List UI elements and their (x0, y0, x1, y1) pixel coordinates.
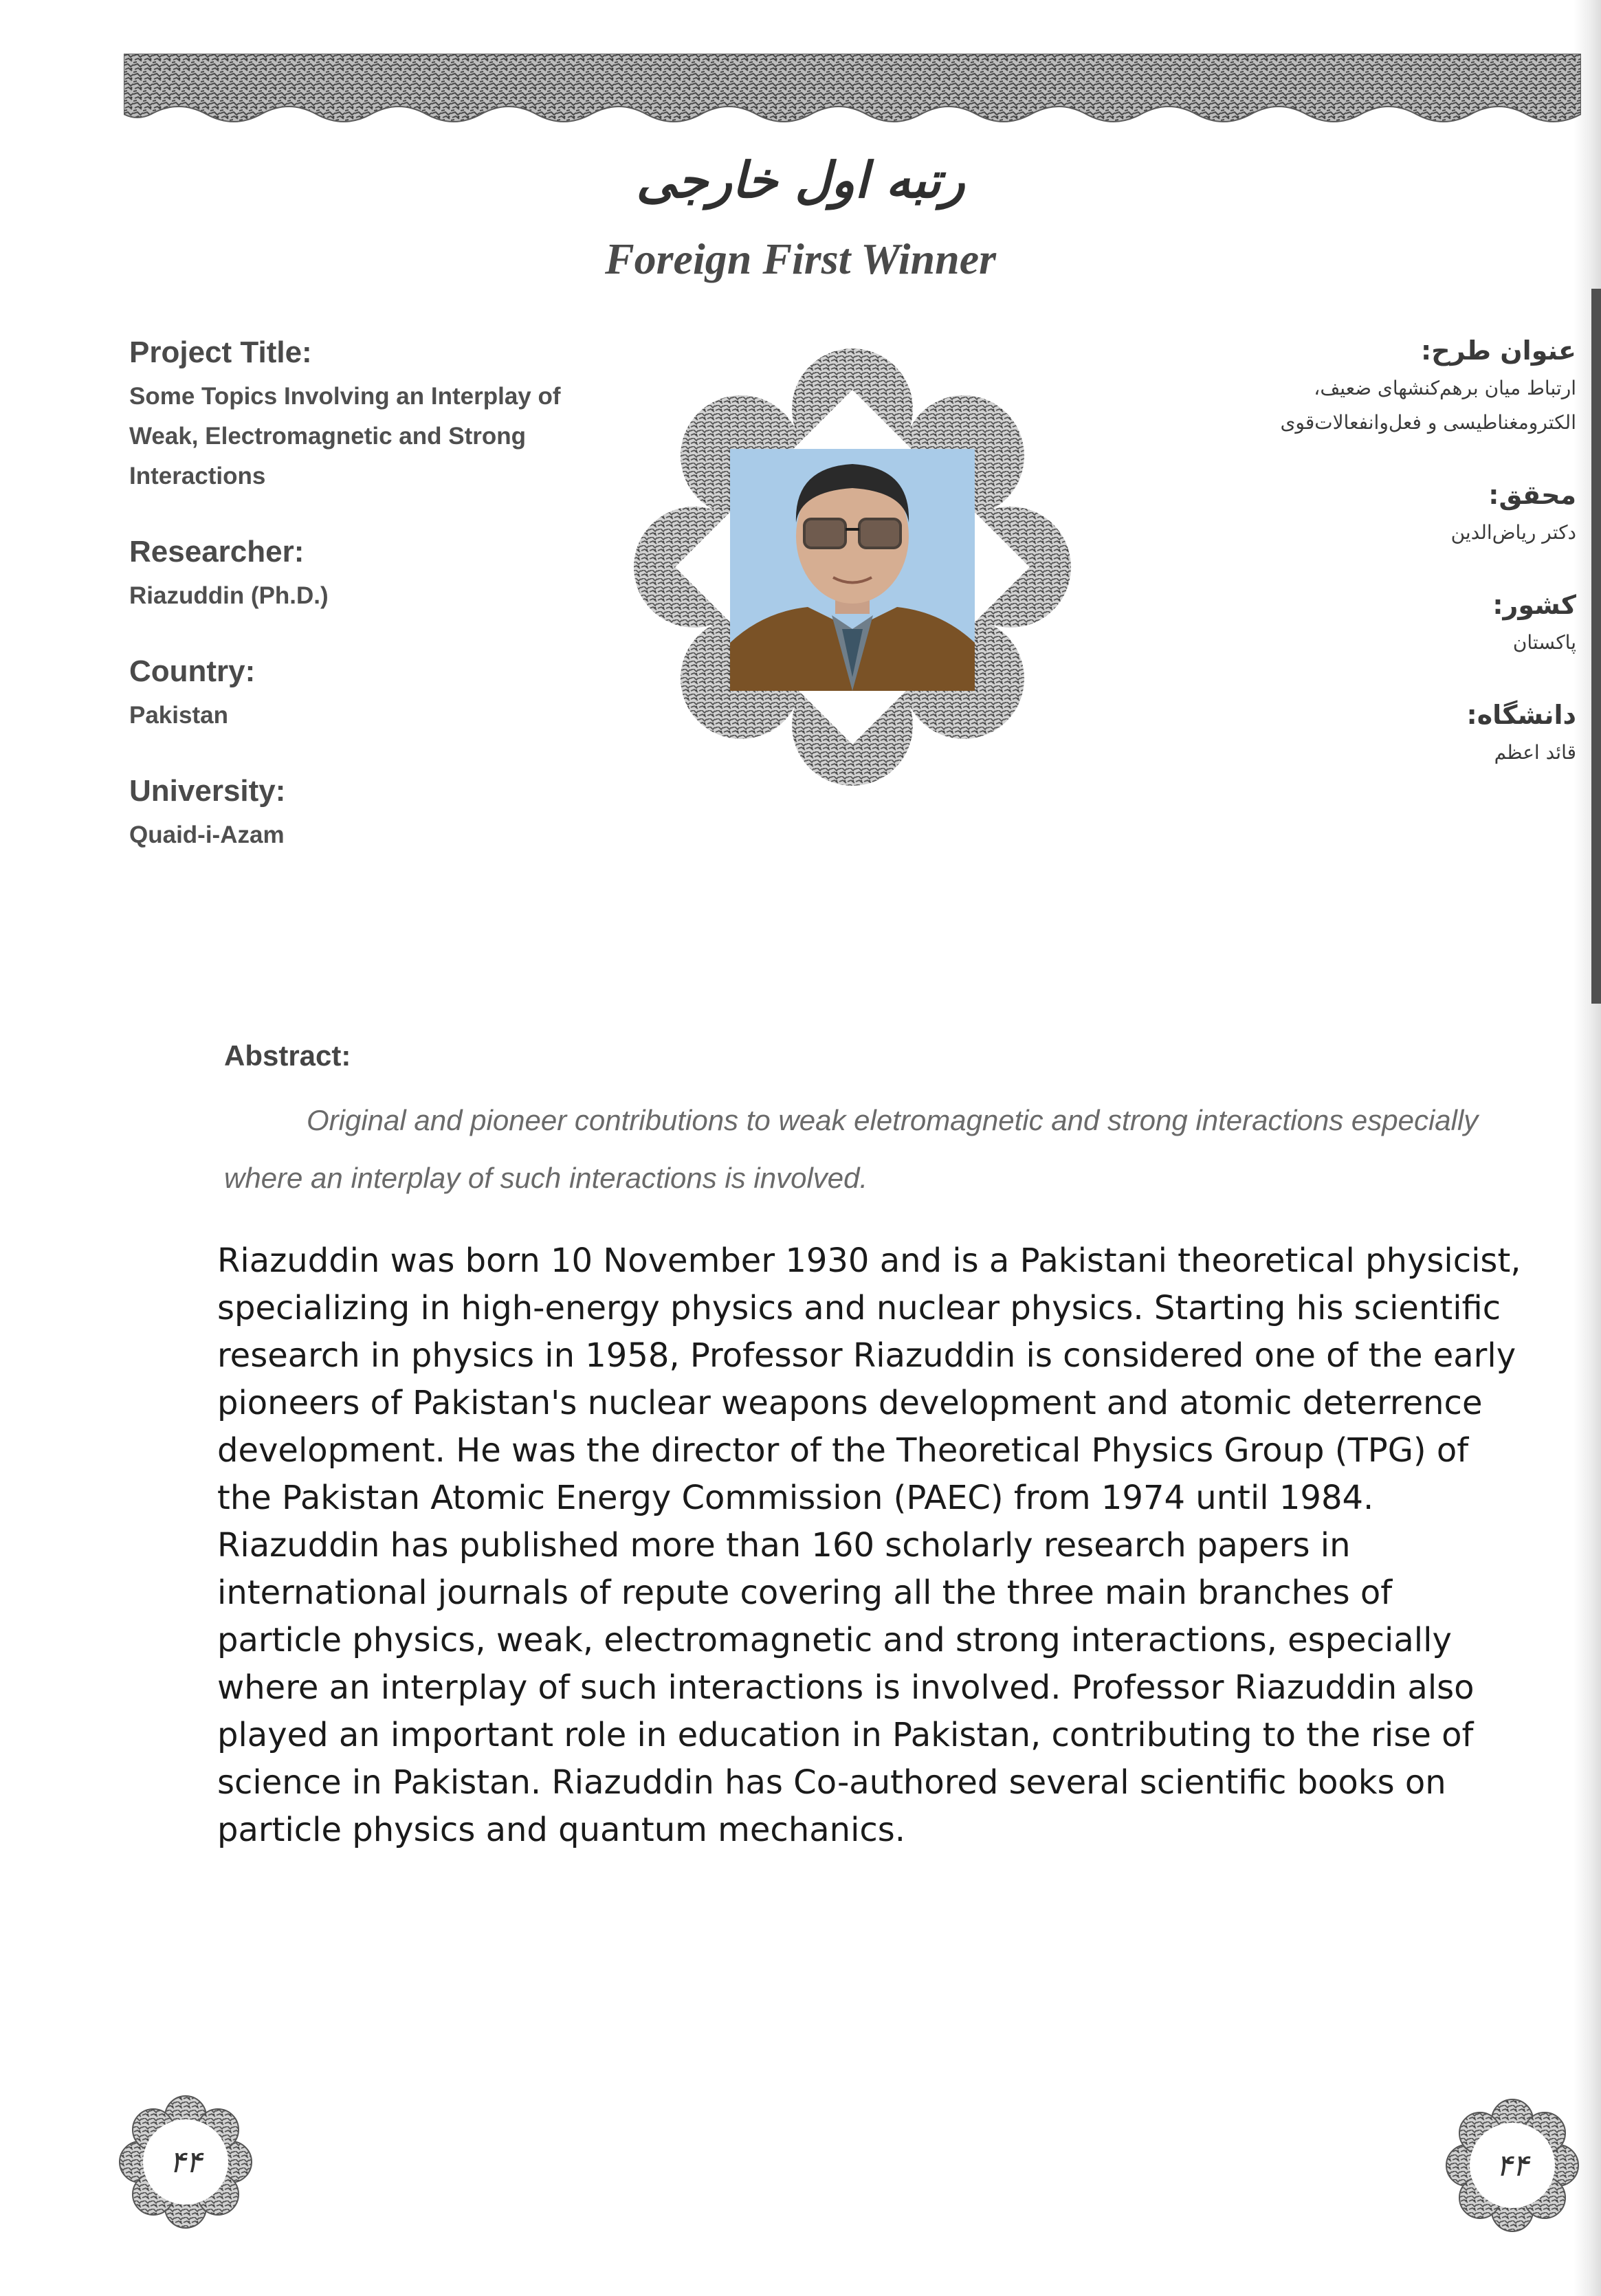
project-title-block (129, 335, 624, 496)
info-english (129, 335, 624, 894)
country-block-fa (1191, 590, 1576, 660)
researcher-value-fa: دکتر ریاض‌الدین (1450, 521, 1576, 544)
page-title-persian: رتبه اول خارجی (636, 151, 965, 209)
project-title-label-fa: عنوان طرح: (1421, 335, 1576, 366)
university-value-fa: قائد اعظم (1494, 741, 1576, 764)
university-block (129, 774, 624, 855)
project-title-value-fa-1: ارتباط میان برهم‌کنشهای ضعیف، (1314, 377, 1576, 399)
page-number-left (117, 2093, 254, 2231)
country-label-fa: کشور: (1492, 590, 1576, 620)
researcher-label-fa: محقق: (1488, 480, 1576, 510)
university-label: University: (129, 774, 286, 808)
researcher-value: Riazuddin (Ph.D.) (129, 582, 329, 609)
university-value: Quaid-i-Azam (129, 821, 285, 848)
abstract-section (224, 1039, 1516, 1207)
country-block (129, 654, 624, 736)
project-title-block-fa (1191, 335, 1576, 440)
university-label-fa: دانشگاه: (1466, 700, 1576, 730)
ornamental-banner (124, 54, 1581, 129)
researcher-block (129, 535, 624, 616)
researcher-label: Researcher: (129, 535, 305, 569)
page-edge-shadow (1591, 289, 1601, 1004)
country-value: Pakistan (129, 702, 228, 729)
project-title-value-fa-2: الکترومغناطیسی و فعل‌وانفعالات‌قوی (1280, 411, 1576, 434)
researcher-block-fa (1191, 480, 1576, 550)
page-number-left-text: ۴۴ (169, 2144, 202, 2180)
abstract-text: Original and pioneer contributions to weak eletromagnetic and strong interactions especially where an interplay of such interactions is involved. (224, 1104, 1479, 1194)
info-persian (1191, 335, 1576, 810)
page-title: Foreign First Winner (604, 234, 997, 283)
page-number-right (1444, 2097, 1581, 2234)
project-title-value: Some Topics Involving an Interplay of Weak, Electromagnetic and Strong Interactions (129, 383, 561, 489)
biography-text: Riazuddin was born 10 November 1930 and is a Pakistani theoretical physicist, specializing in high-energy physics and nuclear physics. Starting his scientific research in physics in 1958, Professor Riazuddin is considered one of the early pioneers of Pakistan's nuclear weapons development and atomic deterrence development. He was the director of the Theoretical Physics Group (TPG) of the Pakistan Atomic Energy Commission (PAEC) from 1974 until 1984. Riazuddin has published more than 160 scholarly research papers in international journals of repute covering all the three main branches of particle physics, weak, electromagnetic and strong interactions, especially where an interplay of such interactions is involved. Professor Riazuddin also played an important role in education in Pakistan, contributing to the rise of science in Pakistan. Riazuddin has Co-authored several scientific books on particle physics and quantum mechanics. (217, 1241, 1521, 1849)
country-label: Country: (129, 654, 256, 688)
portrait-frame (632, 347, 1072, 787)
abstract-label: Abstract: (224, 1039, 351, 1072)
page-number-right-text: ۴۴ (1496, 2148, 1529, 2183)
university-block-fa (1191, 700, 1576, 770)
project-title-label: Project Title: (129, 335, 312, 369)
researcher-photo (730, 449, 975, 691)
country-value-fa: پاکستان (1512, 631, 1576, 654)
